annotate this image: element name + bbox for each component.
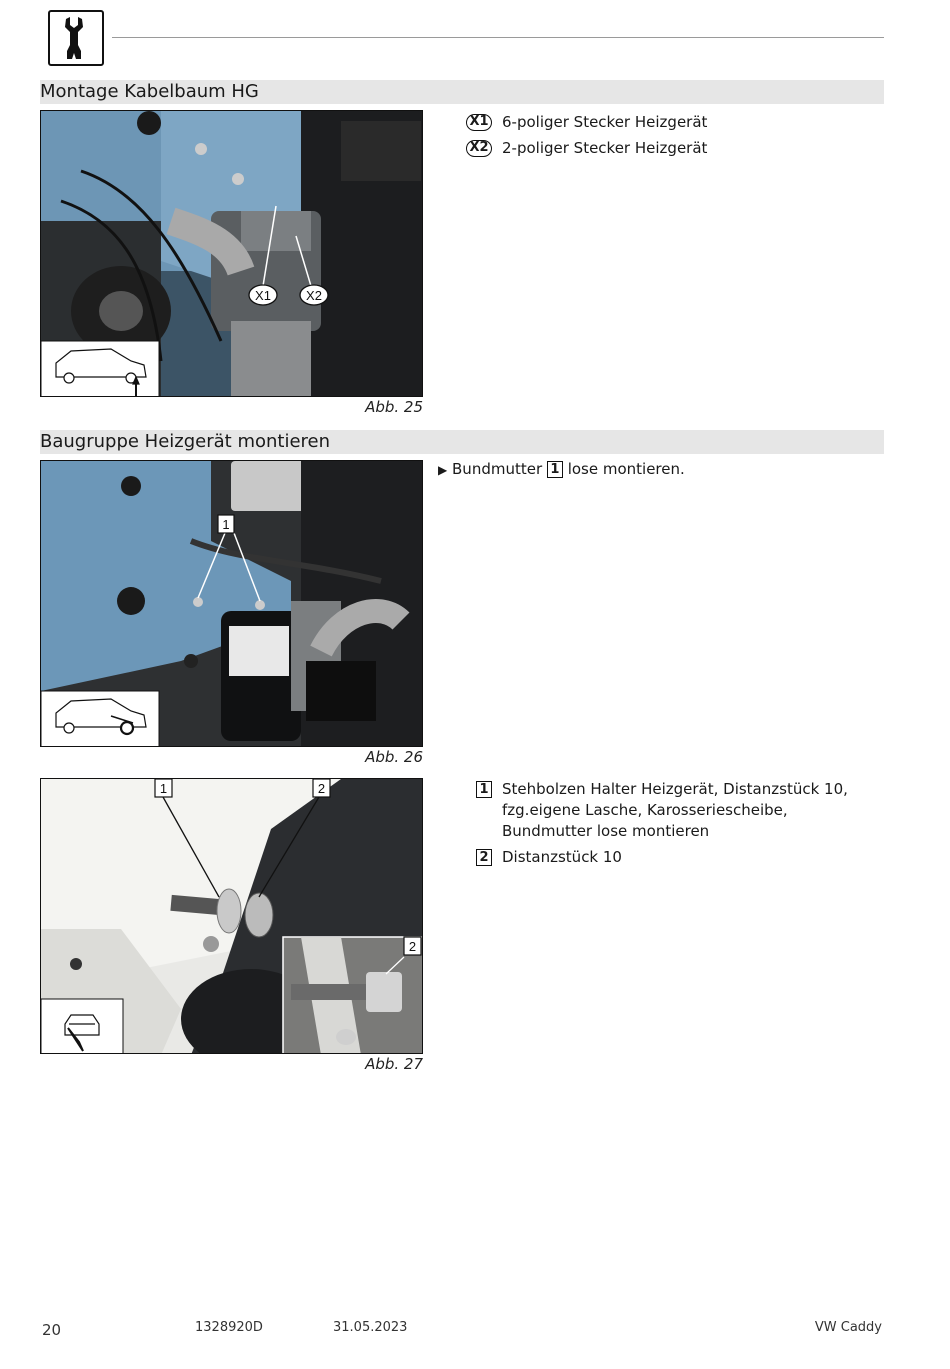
figure-27-caption: Abb. 27 [365,1055,423,1073]
legend-row-x2 [466,138,886,159]
wrench-icon [61,15,91,61]
legend-row-1 [476,779,866,842]
label-2-inset-text: 2 [408,939,417,954]
section-title-heizgeraet: Baugruppe Heizgerät montieren [40,430,884,454]
vehicle-name: VW Caddy [814,1320,882,1335]
legend-text-2: Distanzstück 10 [502,848,622,866]
detail-inset [283,937,423,1054]
car-front-inset [41,999,123,1054]
bullet-triangle-icon: ▶ [438,463,448,477]
badge-x1: X1 [466,114,492,131]
doc-date: 31.05.2023 [333,1320,408,1335]
legend-row-x1 [466,112,886,133]
legend-row-2 [476,847,866,868]
instruction-post: lose montieren. [567,460,685,478]
instruction-bundmutter [438,459,878,481]
wrench-icon-box [48,10,104,66]
figure-25-caption: Abb. 25 [365,398,423,416]
figure-27-photo [40,778,423,1054]
legend-section2 [476,779,866,873]
legend-text-1: Stehbolzen Halter Heizgerät, Distanzstück 10, fzg.eigene Lasche, Karosseriescheibe, Bundmutter lose montieren [502,780,848,840]
label-2-fig27-text: 2 [317,781,326,796]
legend-text-x1: 6-poliger Stecker Heizgerät [502,113,708,131]
label-x1-text: X1 [255,288,271,303]
label-x2-text: X2 [306,288,322,303]
figure-26-caption: Abb. 26 [365,748,423,766]
doc-number: 1328920D [195,1320,263,1335]
legend-text-x2: 2-poliger Stecker Heizgerät [502,139,708,157]
label-1-fig27-text: 1 [159,781,168,796]
badge-1: 1 [476,781,492,798]
instruction-pre: Bundmutter [452,460,543,478]
header-rule [112,37,884,38]
section-title-kabelbaum: Montage Kabelbaum HG [40,80,884,104]
label-1-fig26-text: 1 [222,517,230,532]
page-number: 20 [42,1321,62,1339]
figure-26-photo [40,460,423,747]
legend-section1 [466,112,886,164]
figure-25-photo [40,110,423,397]
badge-2: 2 [476,849,492,866]
instruction-num: 1 [547,461,563,478]
badge-x2: X2 [466,140,492,157]
